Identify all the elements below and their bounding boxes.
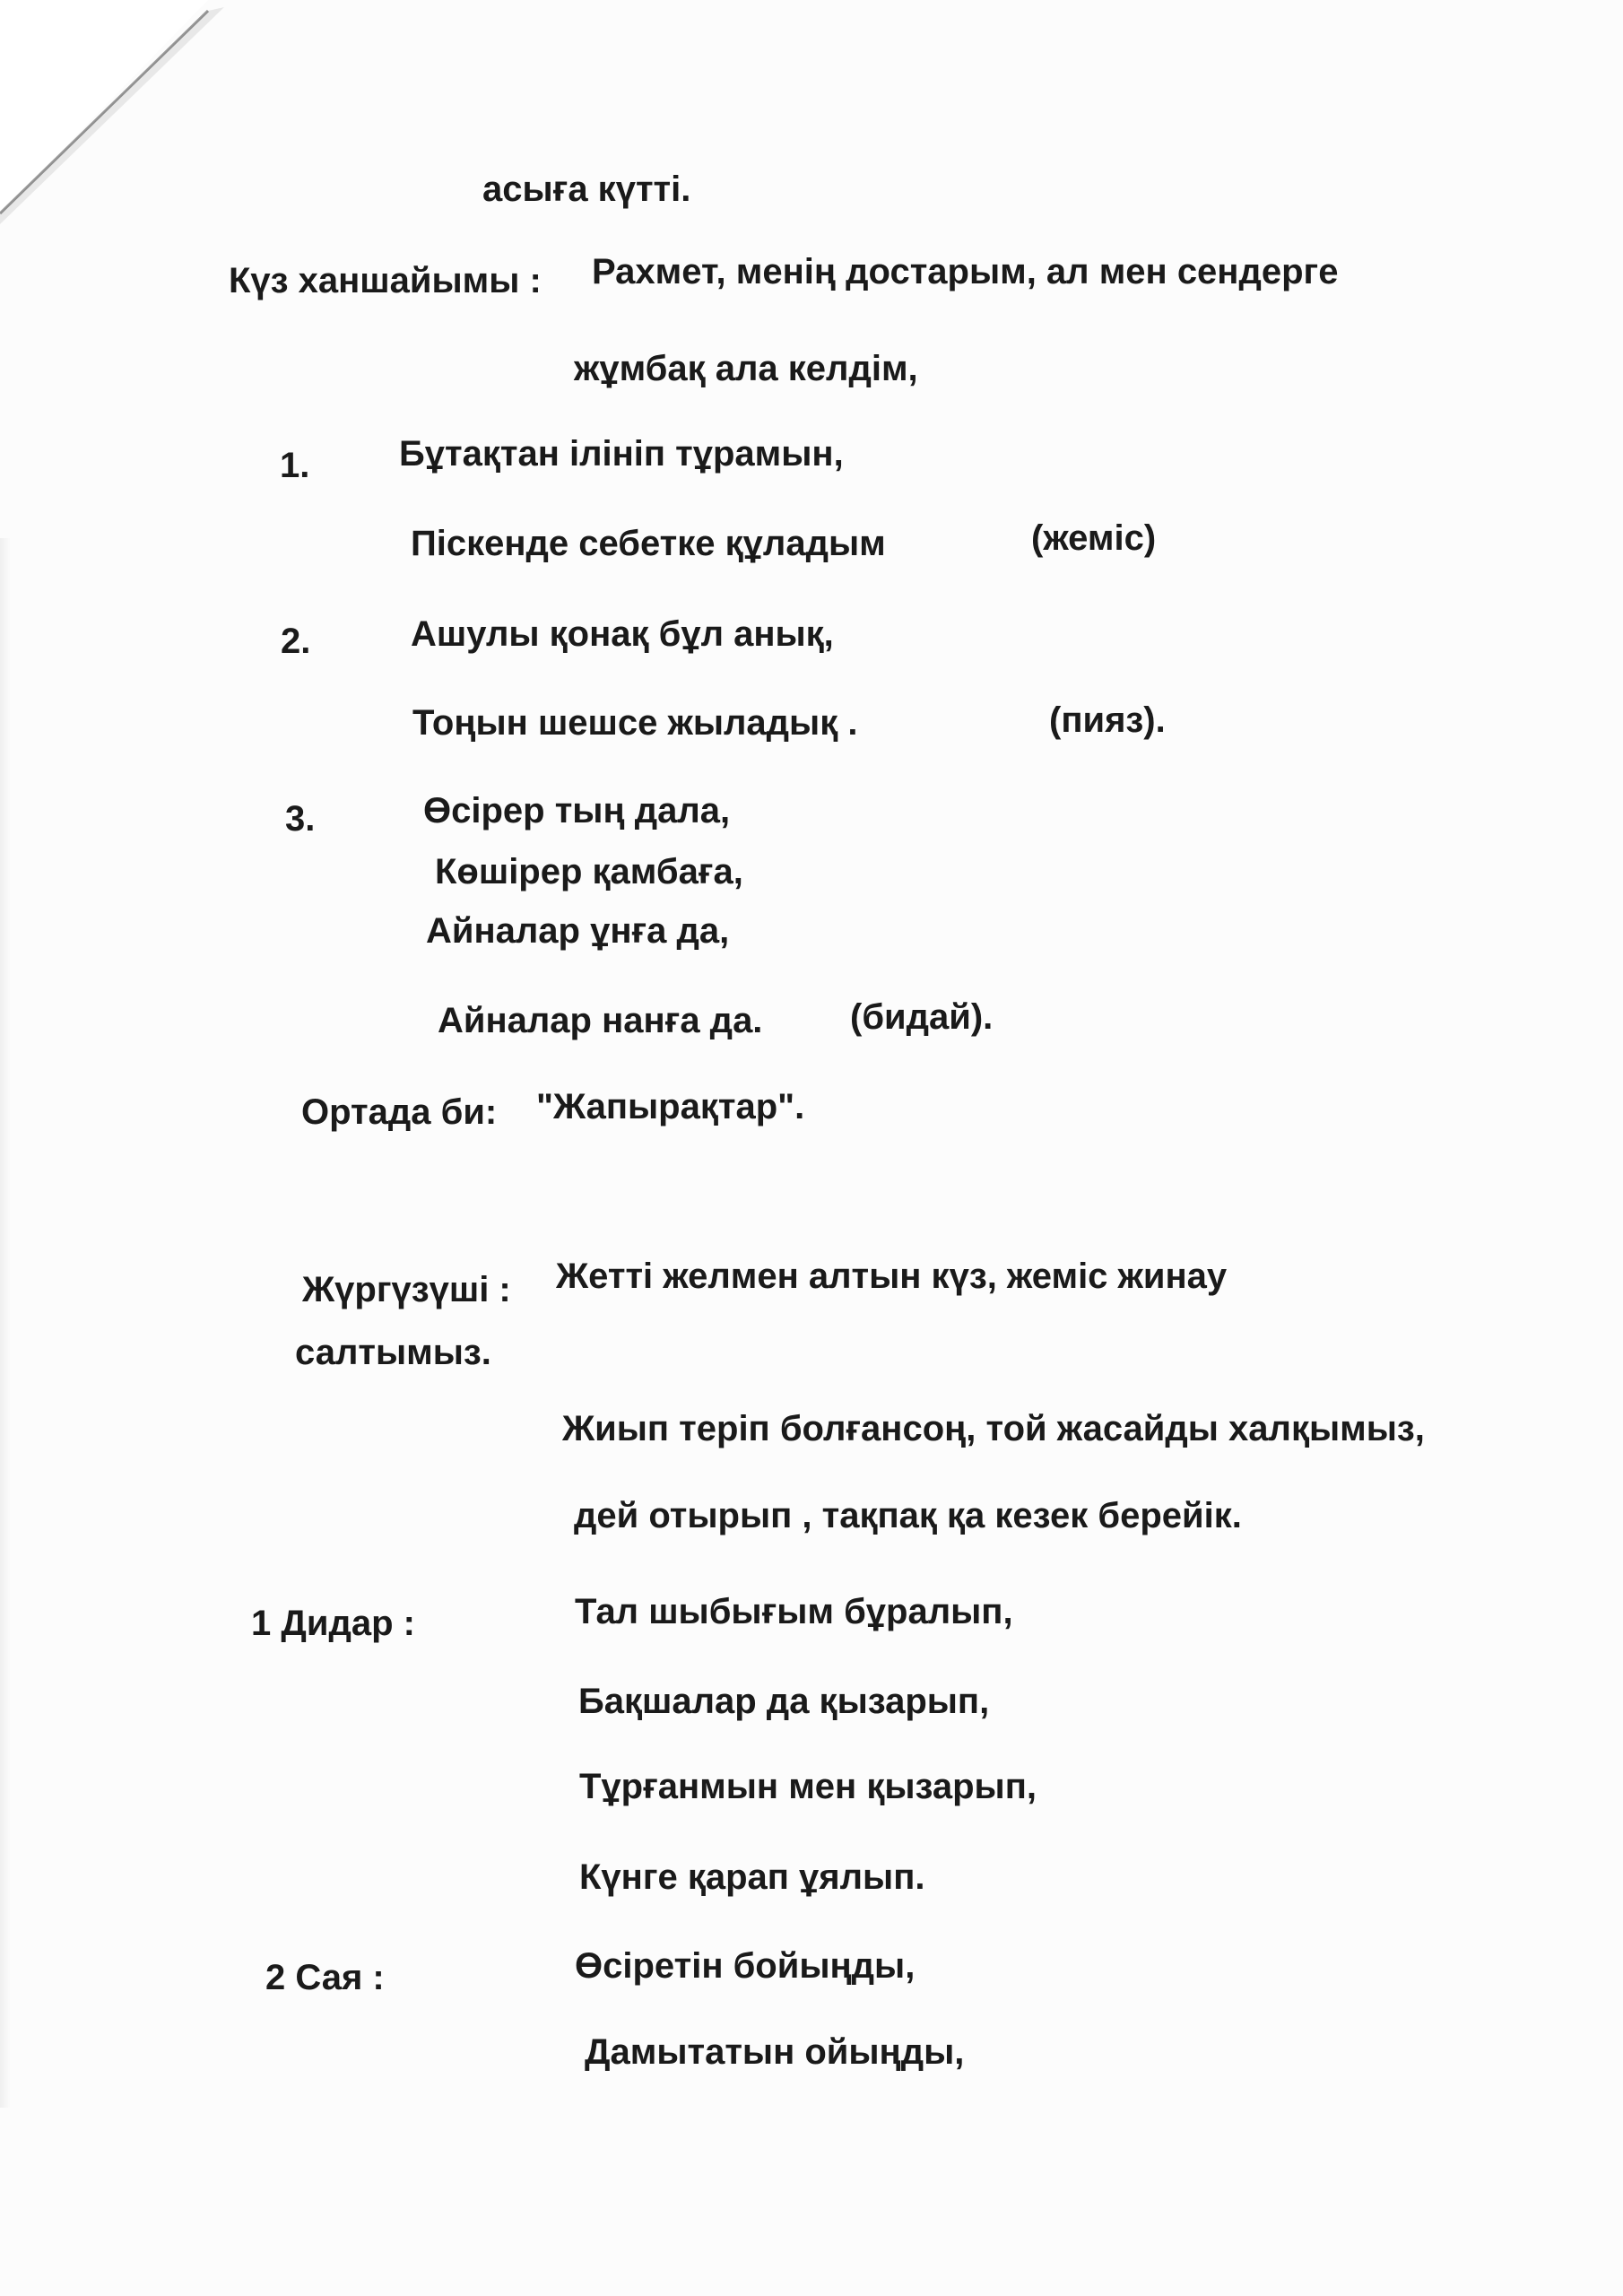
text-line: Өсіретін бойыңды, bbox=[575, 1946, 916, 1986]
speaker-label: Жүргүзүші : bbox=[302, 1270, 511, 1309]
riddle-answer: (бидай). bbox=[850, 997, 994, 1037]
folded-corner bbox=[0, 0, 224, 224]
speaker-label: Күз ханшайымы : bbox=[229, 261, 542, 300]
speaker-label: Ортада би: bbox=[301, 1092, 498, 1132]
text-line: салтымыз. bbox=[295, 1333, 491, 1372]
text-line: Тал шыбығым бұралып, bbox=[575, 1592, 1013, 1631]
text-line: "Жапырақтар". bbox=[536, 1087, 805, 1126]
text-line: Жетті желмен алтын күз, жеміс жинау bbox=[556, 1257, 1228, 1296]
text-line: Көшірер қамбаға, bbox=[435, 852, 743, 891]
text-line: Күнге қарап ұялып. bbox=[579, 1857, 925, 1897]
text-line: Тоңын шешсе жыладық . bbox=[412, 703, 858, 743]
text-line: дей отырып , тақпақ қа кезек берейік. bbox=[574, 1496, 1242, 1535]
riddle-number: 3. bbox=[285, 799, 316, 839]
riddle-number: 1. bbox=[280, 446, 310, 485]
text-line: Айналар ұнға да, bbox=[426, 911, 730, 951]
text-line: асыға күтті. bbox=[482, 170, 691, 209]
text-line: жұмбақ ала келдім, bbox=[574, 349, 918, 388]
text-line: Ашулы қонақ бұл анық, bbox=[411, 614, 834, 654]
text-line: Дамытатын ойыңды, bbox=[585, 2032, 965, 2072]
text-line: Рахмет, менің достарым, ал мен сендерге bbox=[592, 252, 1339, 291]
riddle-number: 2. bbox=[281, 622, 311, 661]
speaker-label: 1 Дидар : bbox=[251, 1604, 415, 1643]
speaker-label: 2 Сая : bbox=[265, 1958, 385, 1997]
scan-edge-shadow bbox=[0, 538, 11, 2108]
riddle-answer: (пияз). bbox=[1049, 700, 1166, 740]
text-line: Бұтақтан ілініп тұрамын, bbox=[399, 434, 844, 474]
text-line: Жиып теріп болғансоң, той жасайды халқымыз, bbox=[562, 1409, 1425, 1448]
text-line: Піскенде себетке құладым bbox=[411, 524, 886, 563]
text-line: Бақшалар да қызарып, bbox=[578, 1682, 990, 1721]
text-line: Өсірер тың дала, bbox=[423, 791, 731, 831]
text-line: Айналар нанға да. bbox=[438, 1001, 763, 1040]
text-line: Тұрғанмын мен қызарып, bbox=[579, 1767, 1037, 1806]
riddle-answer: (жеміс) bbox=[1031, 518, 1157, 558]
